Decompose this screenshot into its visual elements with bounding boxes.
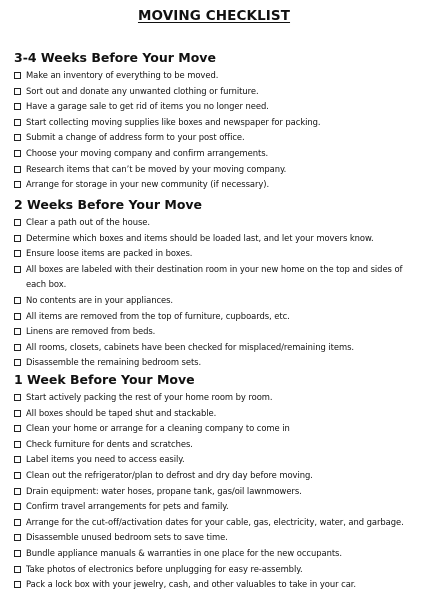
checklist-item: Submit a change of address form to your post office. [14, 130, 418, 146]
checklist-item: Make an inventory of everything to be moved. [14, 68, 418, 84]
checklist-item: All items are removed from the top of furniture, cupboards, etc. [14, 309, 418, 325]
checkbox[interactable] [14, 503, 21, 510]
checkbox[interactable] [14, 235, 21, 242]
checkbox[interactable] [14, 250, 21, 257]
checkbox[interactable] [14, 328, 21, 335]
section-3-4-weeks [14, 50, 418, 193]
checkbox[interactable] [14, 313, 21, 320]
checkbox[interactable] [14, 441, 21, 448]
checkbox[interactable] [14, 472, 21, 479]
checklist-item: Linens are removed from beds. [14, 324, 418, 340]
checkbox[interactable] [14, 550, 21, 557]
checklist-item: All boxes are labeled with their destination room in your new home on the top and sides of each box. [14, 262, 418, 293]
checklist-item: Research items that can’t be moved by your moving company. [14, 162, 418, 178]
checklist-item: No contents are in your appliances. [14, 293, 418, 309]
checkbox[interactable] [14, 72, 21, 79]
checklist-item: Determine which boxes and items should be loaded last, and let your movers know. [14, 231, 418, 247]
checkbox[interactable] [14, 150, 21, 157]
checklist-item: Pack a lock box with your jewelry, cash, and other valuables to take in your car. [14, 577, 418, 593]
checklist-item: Take photos of electronics before unplugging for easy re-assembly. [14, 562, 418, 578]
checkbox[interactable] [14, 134, 21, 141]
checkbox[interactable] [14, 488, 21, 495]
checklist-item: Arrange for storage in your new community (if necessary). [14, 177, 418, 193]
checkbox[interactable] [14, 394, 21, 401]
checkbox[interactable] [14, 266, 21, 273]
checkbox[interactable] [14, 410, 21, 417]
checkbox[interactable] [14, 166, 21, 173]
checklist-item: Clean out the refrigerator/plan to defrost and dry day before moving. [14, 468, 418, 484]
checkbox[interactable] [14, 566, 21, 573]
checklist-item: Drain equipment: water hoses, propane tank, gas/oil lawnmowers. [14, 484, 418, 500]
checkbox[interactable] [14, 88, 21, 95]
checkbox[interactable] [14, 219, 21, 226]
checkbox[interactable] [14, 425, 21, 432]
checkbox[interactable] [14, 359, 21, 366]
checklist-item: Clean your home or arrange for a cleaning company to come in [14, 421, 418, 437]
checklist-item: Have a garage sale to get rid of items you no longer need. [14, 99, 418, 115]
checkbox[interactable] [14, 103, 21, 110]
checklist-item: Start collecting moving supplies like boxes and newspaper for packing. [14, 115, 418, 131]
checklist-item: Label items you need to access easily. [14, 452, 418, 468]
checklist-item: Sort out and donate any unwanted clothing or furniture. [14, 84, 418, 100]
checklist-item: Start actively packing the rest of your home room by room. [14, 390, 418, 406]
checklist-item: Choose your moving company and confirm arrangements. [14, 146, 418, 162]
section-heading: 1 Week Before Your Move [14, 372, 195, 387]
checkbox[interactable] [14, 519, 21, 526]
checkbox[interactable] [14, 581, 21, 588]
checkbox[interactable] [14, 297, 21, 304]
checklist-item: All boxes should be taped shut and stackable. [14, 406, 418, 422]
checklist-item: Arrange for the cut-off/activation dates for your cable, gas, electricity, water, and garbage. [14, 515, 418, 531]
checklist-item: Ensure loose items are packed in boxes. [14, 246, 418, 262]
section-2-weeks [14, 197, 418, 371]
checkbox[interactable] [14, 534, 21, 541]
section-heading: 3-4 Weeks Before Your Move [14, 50, 216, 65]
checklist-item: Check furniture for dents and scratches. [14, 437, 418, 453]
checklist-item: Disassemble unused bedroom sets to save time. [14, 530, 418, 546]
checklist-item: Clear a path out of the house. [14, 215, 418, 231]
checklist-item: Bundle appliance manuals & warranties in one place for the new occupants. [14, 546, 418, 562]
section-heading: 2 Weeks Before Your Move [14, 197, 203, 212]
checkbox[interactable] [14, 181, 21, 188]
checkbox[interactable] [14, 344, 21, 351]
checklist-item: Confirm travel arrangements for pets and family. [14, 499, 418, 515]
checkbox[interactable] [14, 456, 21, 463]
section-1-week [14, 372, 418, 593]
checkbox[interactable] [14, 119, 21, 126]
checklist-item: Disassemble the remaining bedroom sets. [14, 355, 418, 371]
checklist-item: All rooms, closets, cabinets have been checked for misplaced/remaining items. [14, 340, 418, 356]
page-title: MOVING CHECKLIST [137, 8, 291, 24]
